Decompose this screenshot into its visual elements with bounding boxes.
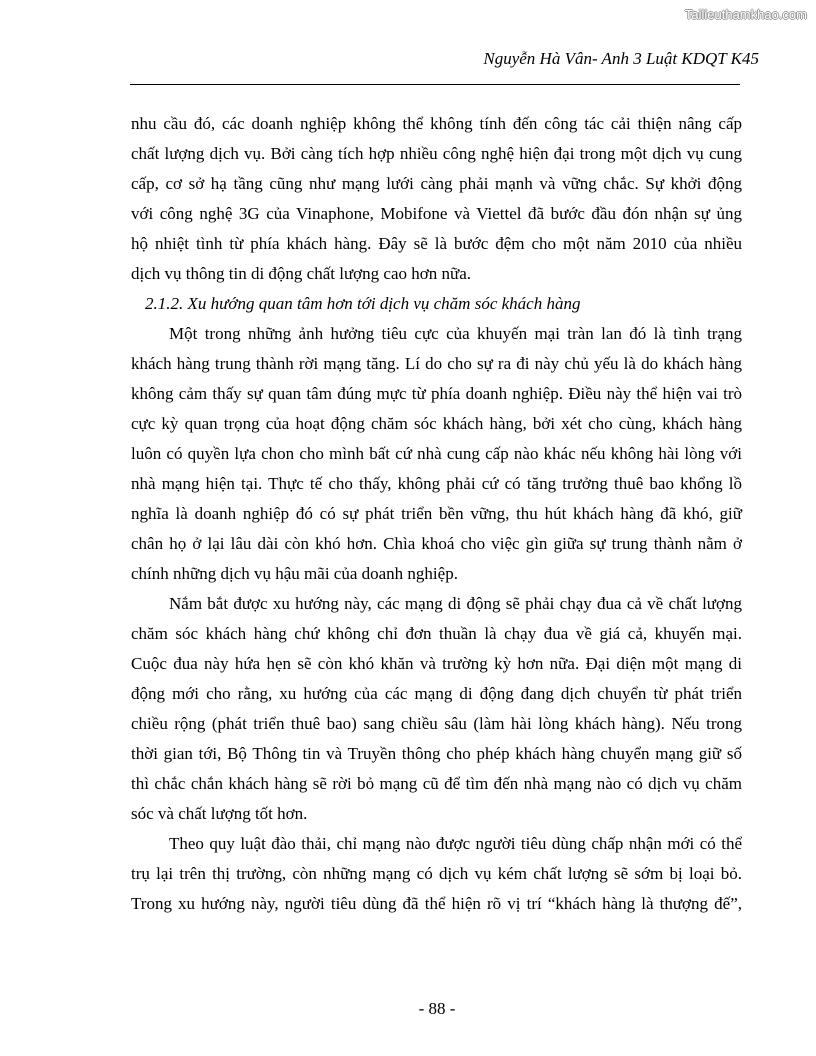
text-line: nghĩa là doanh nghiệp đó có sự phát triển bền vững, thu hút khách hàng đã khó, giữ bbox=[131, 504, 742, 523]
text-line: trụ lại trên thị trường, còn những mạng có dịch vụ kém chất lượng sẽ sớm bị loại bỏ. bbox=[131, 864, 742, 883]
text-line: Nắm bắt được xu hướng này, các mạng di động sẽ phải chạy đua cả về chất lượng bbox=[169, 594, 742, 613]
text-line: thì chắc chắn khách hàng sẽ rời bỏ mạng cũ để tìm đến nhà mạng nào có dịch vụ chăm bbox=[131, 774, 742, 793]
text-line: luôn có quyền lựa chon cho mình bất cứ nhà cung cấp nào khác nếu không hài lòng với bbox=[131, 444, 742, 463]
text-line: Một trong những ảnh hưởng tiêu cực của khuyến mại tràn lan đó là tình trạng bbox=[169, 324, 742, 343]
paragraph bbox=[131, 589, 742, 829]
paragraph bbox=[131, 829, 742, 919]
text-line: nhà mạng hiện tại. Thực tế cho thấy, không phải cứ có tăng trưởng thuê bao khổng lồ bbox=[131, 474, 742, 493]
watermark: Tailieuthamkhao.com bbox=[684, 7, 807, 22]
text-line: hộ nhiệt tình từ phía khách hàng. Đây sẽ là bước đệm cho một năm 2010 của nhiều bbox=[131, 234, 742, 253]
text-line: chân họ ở lại lâu dài còn khó hơn. Chìa khoá cho việc gìn giữa sự trung thành nằm ở bbox=[131, 534, 742, 553]
paragraph bbox=[131, 319, 742, 589]
text-line: chính những dịch vụ hậu mãi của doanh nghiệp. bbox=[131, 564, 458, 583]
text-line: chiều rộng (phát triển thuê bao) sang chiều sâu (làm hài lòng khách hàng). Nếu trong bbox=[131, 714, 742, 733]
text-line: khách hàng trung thành rời mạng tăng. Lí do cho sự ra đi này chủ yếu là do khách hàng bbox=[131, 354, 742, 373]
text-line: thời gian tới, Bộ Thông tin và Truyền thông cho phép khách hàng chuyển mạng giữ số bbox=[131, 744, 742, 763]
text-line: với công nghệ 3G của Vinaphone, Mobifone và Viettel đã bước đầu đón nhận sự ủng bbox=[131, 204, 742, 223]
text-line: động mới cho rằng, xu hướng của các mạng di động đang dịch chuyển từ phát triển bbox=[131, 684, 742, 703]
document-body bbox=[131, 109, 742, 919]
running-header: Nguyễn Hà Vân- Anh 3 Luật KDQT K45 bbox=[483, 49, 759, 68]
text-line: Theo quy luật đào thải, chỉ mạng nào được người tiêu dùng chấp nhận mới có thể bbox=[169, 834, 742, 853]
section-heading: 2.1.2. Xu hướng quan tâm hơn tới dịch vụ chăm sóc khách hàng bbox=[145, 294, 581, 313]
text-line: chăm sóc khách hàng chứ không chỉ đơn thuần là chạy đua về giá cả, khuyến mại. bbox=[131, 624, 742, 643]
text-line: dịch vụ thông tin di động chất lượng cao hơn nữa. bbox=[131, 264, 471, 283]
text-line: cấp, cơ sở hạ tầng cũng như mạng lưới càng phải mạnh và vững chắc. Sự khởi động bbox=[131, 174, 742, 193]
text-line: nhu cầu đó, các doanh nghiệp không thể không tính đến công tác cải thiện nâng cấp bbox=[131, 114, 742, 133]
text-line: cực kỳ quan trọng của hoạt động chăm sóc khách hàng, bởi xét cho cùng, khách hàng bbox=[131, 414, 742, 433]
page-number: - 88 - bbox=[418, 999, 456, 1018]
text-line: Trong xu hướng này, người tiêu dùng đã thể hiện rõ vị trí “khách hàng là thượng đế”, bbox=[131, 894, 742, 913]
text-line: sóc và chất lượng tốt hơn. bbox=[131, 804, 308, 823]
header-divider bbox=[130, 84, 740, 85]
text-line: chất lượng dịch vụ. Bởi càng tích hợp nhiều công nghệ hiện đại trong một dịch vụ cung bbox=[131, 144, 742, 163]
text-line: không cảm thấy sự quan tâm đúng mực từ phía doanh nghiệp. Điều này thể hiện vai trò bbox=[131, 384, 742, 403]
paragraph bbox=[131, 109, 742, 289]
text-line: Cuộc đua này hứa hẹn sẽ còn khó khăn và trường kỳ hơn nữa. Đại diện một mạng di bbox=[131, 654, 742, 673]
